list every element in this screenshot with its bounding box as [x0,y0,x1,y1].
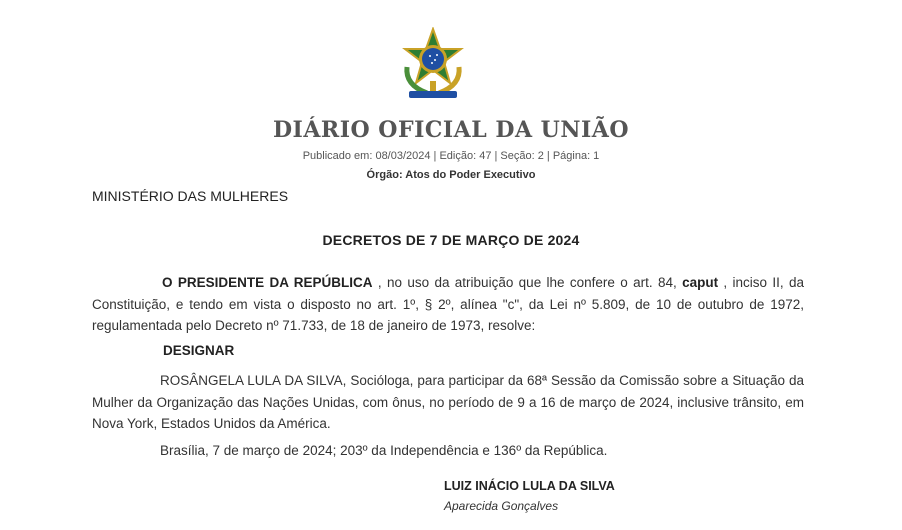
designar-heading: DESIGNAR [163,343,235,358]
publication-title: DIÁRIO OFICIAL DA UNIÃO [272,117,630,143]
publication-info: Publicado em: 08/03/2024 | Edição: 47 | Seção: 2 | Página: 1 [302,150,600,162]
decree-preamble: O PRESIDENTE DA REPÚBLICA , no uso da atribuição que lhe confere o art. 84, caput , inciso II, da Constituição, e tendo em vista o disposto no art. 1º, § 2º, alínea "c", da Lei nº 5.809, de 10 de outubro de 1972, regulamentada pelo Decreto nº 71.733, de 18 de janeiro de 1973, resolve: [92,275,804,333]
date-line: Brasília, 7 de março de 2024; 203º da Independência e 136º da República. [160,443,608,458]
caput-label: caput [682,275,719,290]
signature-name: LUIZ INÁCIO LULA DA SILVA [444,479,615,493]
designation-paragraph: ROSÂNGELA LULA DA SILVA, Socióloga, para participar da 68ª Sessão da Comissão sobre a Situação da Mulher da Organização das Nações Unidas, com ônus, no período de 9 a 16 de março de 2024, inclusive trânsito, em Nova York, Estados Unidos da América. [92,373,804,431]
president-label: O PRESIDENTE DA REPÚBLICA [162,275,373,290]
brazil-coat-of-arms-icon [397,27,469,103]
signature-minister: Aparecida Gonçalves [444,499,559,513]
orgao-label: Órgão: Atos do Poder Executivo [366,169,536,181]
ministry-name: MINISTÉRIO DAS MULHERES [92,188,289,204]
decree-title: DECRETOS DE 7 DE MARÇO DE 2024 [322,232,580,248]
